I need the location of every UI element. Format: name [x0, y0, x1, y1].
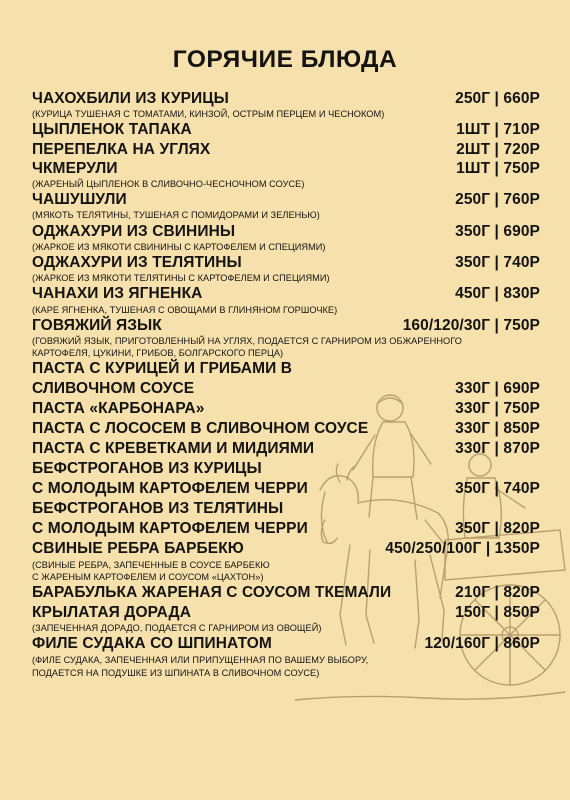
dish-price: 160/120/30Г | 750Р [402, 316, 540, 334]
dish-name: ЧАХОХБИЛИ ИЗ КУРИЦЫ [32, 90, 229, 107]
dish-description: (ФИЛЕ СУДАКА, ЗАПЕЧЕННАЯ ИЛИ ПРИПУЩЕННАЯ ПО ВАШЕМУ ВЫБОРУ, ПОДАЕТСЯ НА ПОДУШКЕ ИЗ ШПИНАТА В СЛИВОЧНОМ СОУСЕ) [32, 655, 369, 678]
dish-name: ГОВЯЖИЙ ЯЗЫК [32, 316, 162, 334]
dish-name: ЧАШУШУЛИ [32, 191, 127, 209]
dish-description: (МЯКОТЬ ТЕЛЯТИНЫ, ТУШЕНАЯ С ПОМИДОРАМИ И ЗЕЛЕНЬЮ) [32, 210, 320, 221]
menu-item [32, 89, 540, 120]
dish-price: 2ШТ | 720Р [456, 140, 540, 158]
menu-item [32, 634, 540, 678]
menu-item [32, 539, 540, 583]
dish-price: 350Г | 820Р [455, 520, 540, 538]
dish-price: 450/250/100Г | 1350Р [385, 540, 540, 558]
menu-item [32, 284, 540, 315]
dish-price: 1ШТ | 750Р [456, 159, 540, 177]
dish-price: 150Г | 850Р [455, 603, 540, 621]
dish-description: (ЖАРКОЕ ИЗ МЯКОТИ СВИНИНЫ С КАРТОФЕЛЕМ И СПЕЦИЯМИ) [32, 241, 326, 252]
dish-name: КРЫЛАТАЯ ДОРАДА [32, 603, 191, 621]
dish-price: 350Г | 740Р [455, 480, 540, 498]
dish-price: 330Г | 750Р [455, 400, 540, 418]
menu-item [32, 499, 540, 539]
dish-price: 250Г | 660Р [455, 90, 540, 107]
dish-price: 450Г | 830Р [455, 285, 540, 303]
dish-description: (КАРЕ ЯГНЕНКА, ТУШЕНАЯ С ОВОЩАМИ В ГЛИНЯНОМ ГОРШОЧКЕ) [32, 304, 338, 315]
menu-item [32, 140, 540, 159]
dish-name: БАРАБУЛЬКА ЖАРЕНАЯ С СОУСОМ ТКЕМАЛИ [32, 583, 392, 601]
menu-item [32, 253, 540, 284]
dish-name: ОДЖАХУРИ ИЗ ТЕЛЯТИНЫ [32, 253, 242, 271]
dish-name-continued: С МОЛОДЫМ КАРТОФЕЛЕМ ЧЕРРИ [32, 480, 308, 498]
dish-description: (КУРИЦА ТУШЕНАЯ С ТОМАТАМИ, КИНЗОЙ, ОСТРЫМ ПЕРЦЕМ И ЧЕСНОКОМ) [32, 109, 385, 120]
menu-list [32, 89, 540, 679]
dish-price: 350Г | 740Р [455, 253, 540, 271]
dish-name-continued: С МОЛОДЫМ КАРТОФЕЛЕМ ЧЕРРИ [32, 520, 308, 538]
dish-price: 210Г | 820Р [455, 583, 540, 601]
dish-name: ЦЫПЛЕНОК ТАПАКА [32, 121, 192, 139]
dish-price: 120/160Г | 860Р [424, 635, 540, 653]
dish-name: ОДЖАХУРИ ИЗ СВИНИНЫ [32, 222, 236, 240]
dish-description: (ЗАПЕЧЕННАЯ ДОРАДО, ПОДАЕТСЯ С ГАРНИРОМ ИЗ ОВОЩЕЙ) [32, 623, 322, 634]
menu-item [32, 316, 540, 360]
dish-name: ПАСТА С КРЕВЕТКАМИ И МИДИЯМИ [32, 440, 315, 458]
dish-name: ПАСТА С ЛОСОСЕМ В СЛИВОЧНОМ СОУСЕ [32, 420, 369, 438]
dish-price: 330Г | 850Р [455, 420, 540, 438]
dish-description: (ГОВЯЖИЙ ЯЗЫК, ПРИГОТОВЛЕННЫЙ НА УГЛЯХ, ПОДАЕТСЯ С ГАРНИРОМ ИЗ ОБЖАРЕННОГО КАРТОФЕЛЯ, ЦУКИНИ, ГРИБОВ, БОЛГАРСКОГО ПЕРЦА) [32, 335, 462, 359]
dish-name: ЧАНАХИ ИЗ ЯГНЕНКА [32, 285, 203, 303]
dish-description: (СВИНЫЕ РЕБРА, ЗАПЕЧЕННЫЕ В СОУСЕ БАРБЕКЮ С ЖАРЕНЫМ КАРТОФЕЛЕМ И СОУСОМ «ЦАХТОН») [32, 559, 270, 582]
menu-item [32, 190, 540, 221]
dish-description: (ЖАРЕНЫЙ ЦЫПЛЕНОК В СЛИВОЧНО-ЧЕСНОЧНОМ СОУСЕ) [32, 178, 305, 189]
menu-item [32, 419, 540, 439]
menu-item [32, 603, 540, 634]
menu-item [32, 120, 540, 139]
menu-item [32, 359, 540, 399]
dish-name: БЕФСТРОГАНОВ ИЗ ТЕЛЯТИНЫ [32, 500, 284, 518]
dish-price: 330Г | 690Р [455, 380, 540, 398]
dish-name: ФИЛЕ СУДАКА СО ШПИНАТОМ [32, 635, 272, 653]
dish-name: ПАСТА «КАРБОНАРА» [32, 400, 205, 418]
dish-price: 350Г | 690Р [455, 222, 540, 240]
dish-name: БЕФСТРОГАНОВ ИЗ КУРИЦЫ [32, 460, 262, 478]
dish-name: ПАСТА С КУРИЦЕЙ И ГРИБАМИ В [32, 360, 293, 378]
dish-description: (ЖАРКОЕ ИЗ МЯКОТИ ТЕЛЯТИНЫ С КАРТОФЕЛЕМ И СПЕЦИЯМИ) [32, 273, 330, 284]
menu-item [32, 439, 540, 459]
dish-name-continued: СЛИВОЧНОМ СОУСЕ [32, 380, 195, 398]
menu-item [32, 459, 540, 499]
menu-item [32, 399, 540, 419]
menu-item [32, 222, 540, 253]
dish-price: 1ШТ | 710Р [456, 121, 540, 139]
menu-item [32, 159, 540, 190]
dish-name: ЧКМЕРУЛИ [32, 159, 118, 177]
dish-name: СВИНЫЕ РЕБРА БАРБЕКЮ [32, 540, 244, 558]
page-title: ГОРЯЧИЕ БЛЮДА [172, 46, 398, 73]
dish-price: 330Г | 870Р [455, 440, 540, 458]
dish-price: 250Г | 760Р [455, 191, 540, 209]
menu-item [32, 583, 540, 603]
dish-name: ПЕРЕПЕЛКА НА УГЛЯХ [32, 140, 211, 158]
